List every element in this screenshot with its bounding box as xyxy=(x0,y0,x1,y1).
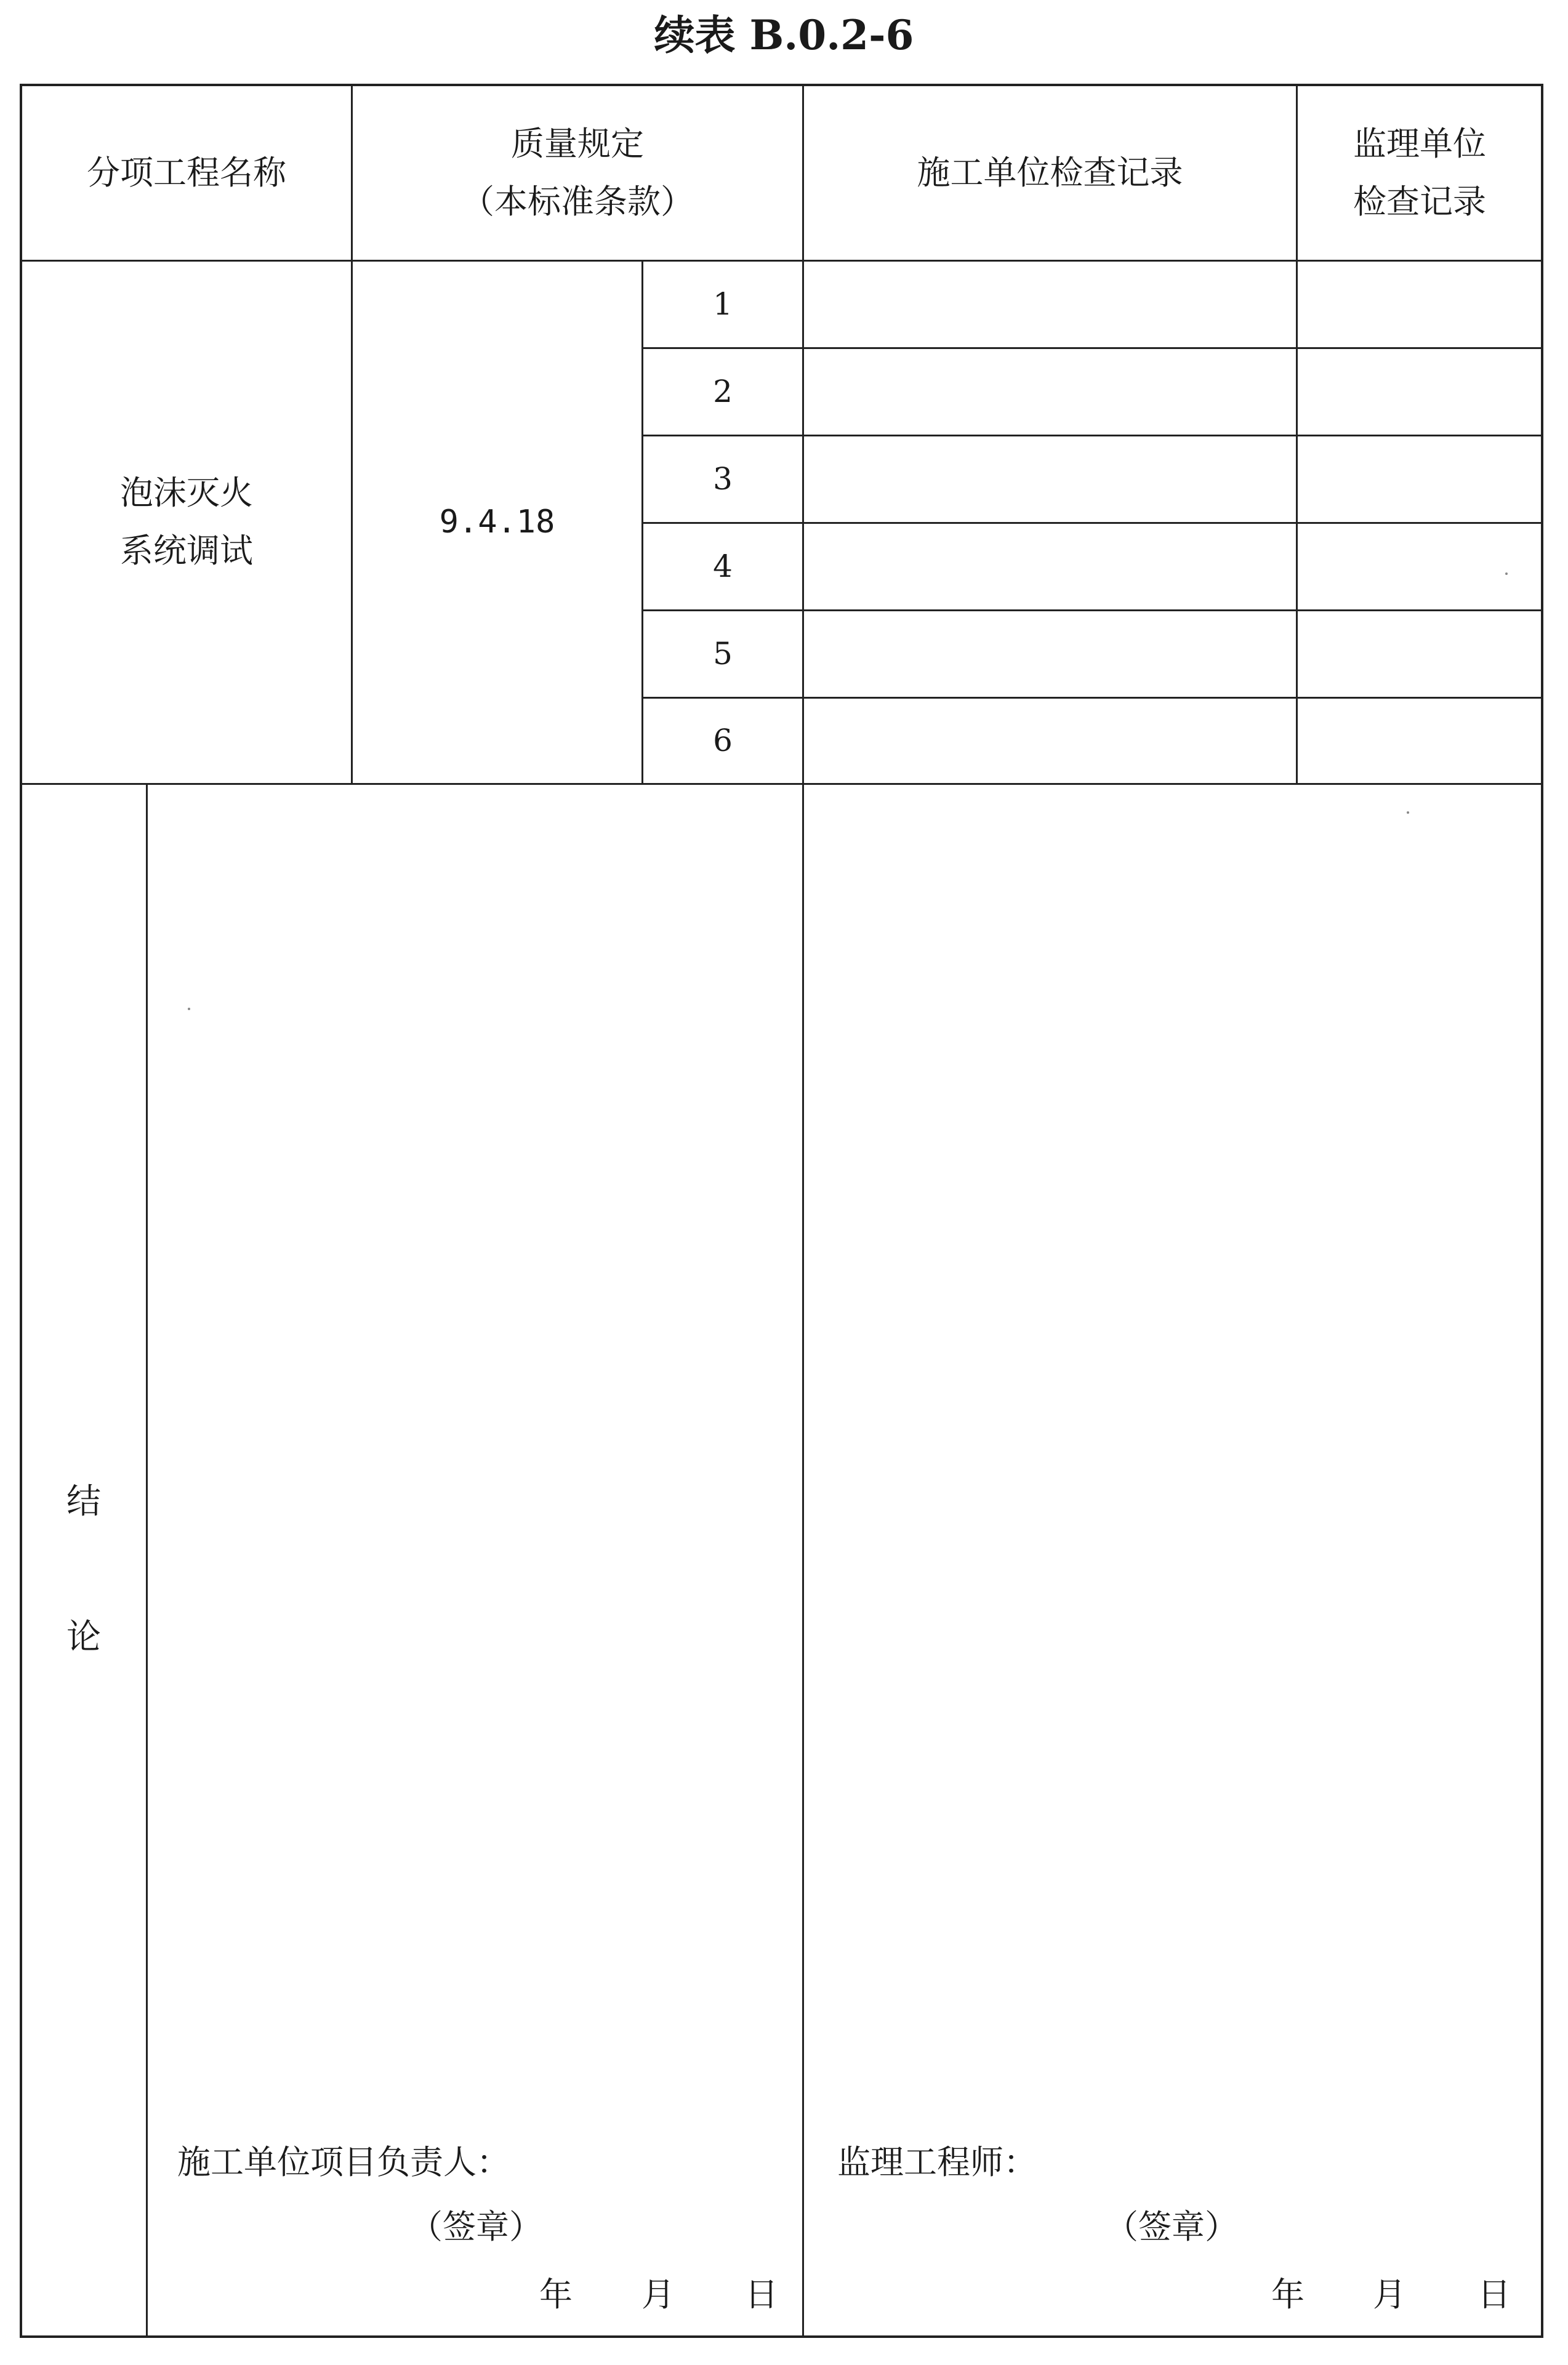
col-line-conclusion-label xyxy=(146,783,148,2337)
col-line-construction xyxy=(802,85,804,2337)
header-construction-record: 施工单位检查记录 xyxy=(917,153,1183,192)
table-title: 续表 B.0.2-6 xyxy=(654,11,914,59)
row-number: 4 xyxy=(713,548,733,584)
header-quality-line1: 质量规定 xyxy=(511,124,644,163)
header-supervision-line2: 检查记录 xyxy=(1353,182,1486,221)
supervision-seal-label: （签章） xyxy=(1105,2207,1238,2246)
row-number: 3 xyxy=(713,461,733,497)
item-name-line1: 泡沫灭火 xyxy=(120,473,253,512)
construction-seal-label: （签章） xyxy=(409,2207,542,2246)
header-item-name: 分项工程名称 xyxy=(87,153,286,192)
scan-speck xyxy=(1505,572,1508,575)
header-supervision-record xyxy=(1298,86,1542,260)
scan-speck xyxy=(1407,811,1409,814)
header-quality-clause xyxy=(353,86,802,260)
construction-date-day: 日 xyxy=(745,2275,778,2314)
conclusion-label-char2: 论 xyxy=(66,1617,101,1657)
header-supervision-line1: 监理单位 xyxy=(1353,124,1486,163)
item-clause: 9.4.18 xyxy=(439,503,555,540)
row-number: 1 xyxy=(713,286,733,322)
header-quality-line2: （本标准条款） xyxy=(461,182,694,221)
item-name-line2: 系统调试 xyxy=(120,531,253,570)
supervision-signer-label: 监理工程师： xyxy=(837,2143,1037,2182)
row-number: 6 xyxy=(713,723,733,758)
row-number: 2 xyxy=(713,374,733,409)
construction-date-year: 年 xyxy=(539,2275,573,2314)
items-bottom-line xyxy=(21,783,1542,785)
supervision-date-year: 年 xyxy=(1271,2275,1305,2314)
construction-date-month: 月 xyxy=(641,2275,675,2314)
construction-signer-label: 施工单位项目负责人： xyxy=(177,2143,510,2182)
supervision-date-day: 日 xyxy=(1478,2275,1511,2314)
scan-speck xyxy=(188,1008,190,1010)
item-name xyxy=(22,261,351,783)
supervision-date-month: 月 xyxy=(1373,2275,1406,2314)
row-number: 5 xyxy=(713,636,733,672)
conclusion-label-char1: 结 xyxy=(66,1482,101,1522)
